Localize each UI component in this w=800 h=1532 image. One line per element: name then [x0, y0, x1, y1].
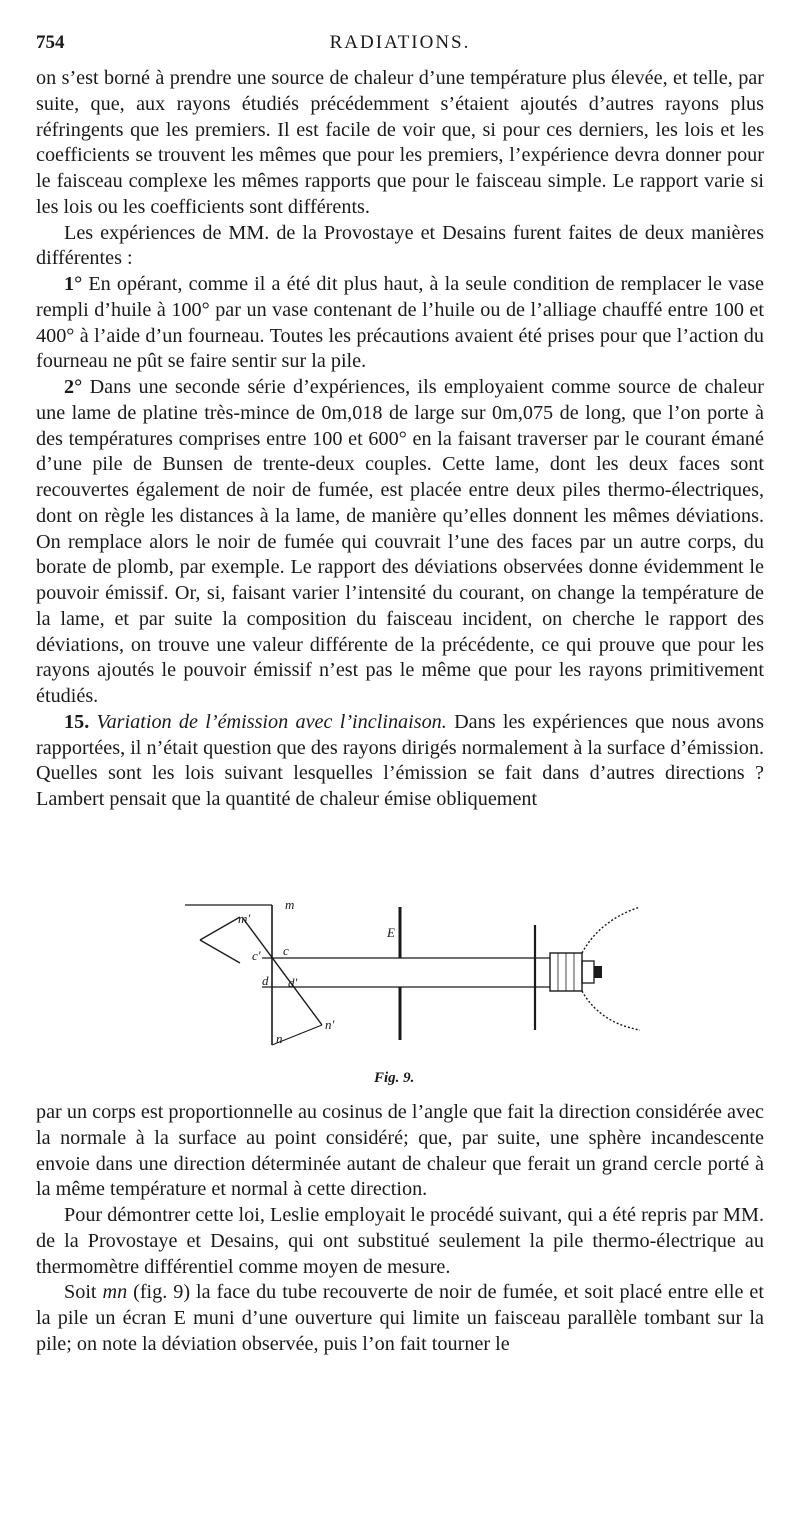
section-title: Variation de l’émission avec l’inclinaison. — [96, 710, 447, 733]
text-block-upper — [36, 66, 764, 813]
label-n: n — [276, 1031, 283, 1046]
label-n-prime: n′ — [325, 1017, 335, 1032]
diagonal-lower-left — [200, 940, 240, 963]
inclined-face — [242, 917, 322, 1025]
running-title: RADIATIONS. — [329, 32, 471, 53]
label-d: d — [262, 973, 269, 988]
paragraph-continuation: on s’est borné à prendre une source de chaleur d’une température plus élevée, et telle, par suite, que, aux rayons étudiés précédemment s’étaient ajoutés d’autres rayons plus réfringents que les premiers. Il est facile de voir que, si pour ces derniers, les lois et les coefficients se trouvent les mêmes que pour les premiers, l’expérience devra donner pour le faisceau complexe les mêmes rapports que pour le faisceau simple. Le rapport varie si les lois ou les coefficients sont différents. — [36, 67, 764, 218]
item-text: En opérant, comme il a été dit plus haut, à la seule condition de remplacer le vase rempli d’huile à 100° par un vase contenant de l’huile ou de l’alliage chauffé entre 100 et 400° à l’aide d’un fourneau. Toutes les précautions avaient été prises pour que l’action du fourneau ne pût se faire sentir sur la pile. — [36, 273, 764, 373]
wire-upper — [582, 907, 640, 953]
diagonal-upper-left — [200, 917, 240, 940]
running-header — [36, 32, 764, 58]
paragraph-experiments-intro: Les expériences de MM. de la Provostaye et Desains furent faites de deux manières différentes : — [36, 221, 764, 270]
label-c: c — [283, 943, 289, 958]
text-block-lower — [36, 1100, 764, 1358]
label-d-prime: d′ — [288, 975, 298, 990]
label-E: E — [387, 925, 395, 940]
paragraph-section-15 — [36, 710, 764, 813]
figure-caption: Fig. 9. — [374, 1070, 415, 1086]
paragraph-leslie-method: Pour démontrer cette loi, Leslie employait le procédé suivant, qui a été repris par MM. de la Provostaye et Desains, qui ont substitué seulement la pile thermo-électrique au thermomètre différentiel comme moyen de mesure. — [36, 1204, 764, 1278]
figure-9-diagram — [150, 895, 670, 1095]
label-c-prime: c′ — [252, 948, 261, 963]
item-number: 2° — [64, 376, 83, 398]
label-m: m — [285, 897, 295, 912]
paragraph-procedure: Soit mn (fig. 9) la face du tube recouverte de noir de fumée, et soit placé entre elle et la pile un écran E muni d’une ouverture qui limite un faisceau parallèle tombant sur la pile; on note la déviation observée, puis l’on fait tourner le — [36, 1281, 764, 1355]
wire-lower — [582, 991, 640, 1030]
label-m-prime: m′ — [238, 911, 251, 926]
symbol-mn: mn — [102, 1281, 128, 1304]
section-text: Dans les expériences que nous avons rapportées, il n’était question que des rayons dirigés normalement à la surface d’émission. Quelles sont les lois suivant lesquelles l’émission se fait dans d’autres directions ? Lambert pensait que la quantité de chaleur émise obliquement — [36, 710, 764, 810]
paragraph-second-method — [36, 375, 764, 710]
apparatus-drawing — [150, 895, 670, 1070]
item-number: 1° — [64, 273, 83, 295]
pile-connector — [582, 961, 594, 983]
item-text: Dans une seconde série d’expériences, ils employaient comme source de chaleur une lame de platine très-mince de 0m,018 de large sur 0m,075 de long, que l’on porte à des températures comprises entre 100 et 600° en la faisant traverser par le courant émané d’une pile de Bunsen de trente-deux couples. Cette lame, dont les deux faces sont recouvertes également de noir de fumée, est placée entre deux piles thermo-électriques, dont on règle les distances à la lame, de manière qu’elles donnent les mêmes déviations. On remplace alors le noir de fumée qui couvrait l’une des faces par un autre corps, du borate de plomb, par exemple. Le rapport des déviations observées donne évidemment le pouvoir émissif. Or, si, faisant varier l’intensité du courant, on change la température de la lame, et par suite la composition du faisceau incident, on cherche le rapport des déviations, on trouve une valeur différente de la précédente, ce qui prouve que pour les rayons ajoutés le pouvoir émissif n’est pas le même que pour les rayons primitivement étudiés. — [36, 376, 764, 707]
section-number: 15. — [64, 710, 90, 733]
paragraph-lambert-law: par un corps est proportionnelle au cosinus de l’angle que fait la direction considérée avec la normale à la surface au point considéré; que, par suite, une sphère incandescente envoie dans une direction déterminée autant de chaleur que ferait un grand cercle porté à la même température et normal à cette direction. — [36, 1101, 764, 1201]
pile-terminal — [594, 966, 602, 978]
paragraph-first-method — [36, 272, 764, 375]
page-number: 754 — [36, 32, 65, 53]
